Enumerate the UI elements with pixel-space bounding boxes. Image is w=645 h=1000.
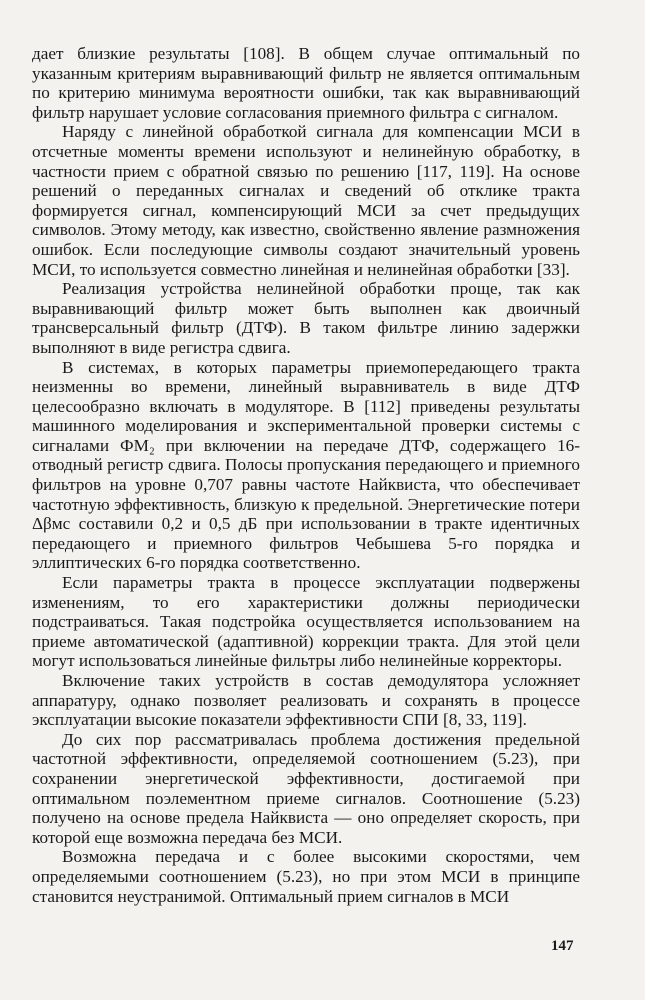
paragraph-3: Реализация устройства нелинейной обработки проще, так как выравнивающий фильтр может быть выполнен как двоичный трансверсальный фильтр (ДТФ). В таком фильтре линию задержки выполняют в виде регистра сдвига. xyxy=(32,279,580,357)
paragraph-5: Если параметры тракта в процессе эксплуатации подвержены изменениям, то его характеристики должны периодически подстраиваться. Такая подстройка осуществляется использованием на приеме автоматической (адаптивной) коррекции тракта. Для этой цели могут использоваться линейные фильтры либо нелинейные корректоры. xyxy=(32,573,580,671)
page-number: 147 xyxy=(551,938,574,954)
paragraph-1: дает близкие результаты [108]. В общем случае оптимальный по указанным критериям выравнивающий фильтр не является оптимальным по критерию минимума вероятности ошибки, так как выравнивающий фильтр нарушает условие согласования приемного фильтра с сигналом. xyxy=(32,44,580,122)
paragraph-6: Включение таких устройств в состав демодулятора усложняет аппаратуру, однако позволяет реализовать и сохранять в процессе эксплуатации высокие показатели эффективности СПИ [8, 33, 119]. xyxy=(32,671,580,730)
paragraph-4: В системах, в которых параметры приемопередающего тракта неизменны во времени, линейный выравниватель в виде ДТФ целесообразно включать в модуляторе. В [112] приведены результаты машинного моделирования и экспериментальной проверки системы с сигналами ФМ₂ при включении на передаче ДТФ, содержащего 16-отводный регистр сдвига. Полосы пропускания передающего и приемного фильтров на уровне 0,707 равны частоте Найквиста, что обеспечивает частотную эффективность, близкую к предельной. Энергетические потери Δβмс составили 0,2 и 0,5 дБ при использовании в тракте идентичных передающего и приемного фильтров Чебышева 5-го порядка и эллиптических 6-го порядка соответственно. xyxy=(32,357,580,573)
body-text xyxy=(32,44,580,906)
paragraph-2: Наряду с линейной обработкой сигнала для компенсации МСИ в отсчетные моменты времени используют и нелинейную обработку, в частности прием с обратной связью по решению [117, 119]. На основе решений о переданных сигналах и сведений об отклике тракта формируется сигнал, компенсирующий МСИ за счет предыдущих символов. Этому методу, как известно, свойственно явление размножения ошибок. Если последующие символы создают значительный уровень МСИ, то используется совместно линейная и нелинейная обработки [33]. xyxy=(32,122,580,279)
paragraph-7: До сих пор рассматривалась проблема достижения предельной частотной эффективности, определяемой соотношением (5.23), при сохранении энергетической эффективности, достигаемой при оптимальном поэлементном приеме сигналов. Соотношение (5.23) получено на основе предела Найквиста — оно определяет скорость, при которой еще возможна передача без МСИ. xyxy=(32,729,580,847)
paragraph-8: Возможна передача и с более высокими скоростями, чем определяемыми соотношением (5.23), но при этом МСИ в принципе становится неустранимой. Оптимальный прием сигналов в МСИ xyxy=(32,847,580,906)
